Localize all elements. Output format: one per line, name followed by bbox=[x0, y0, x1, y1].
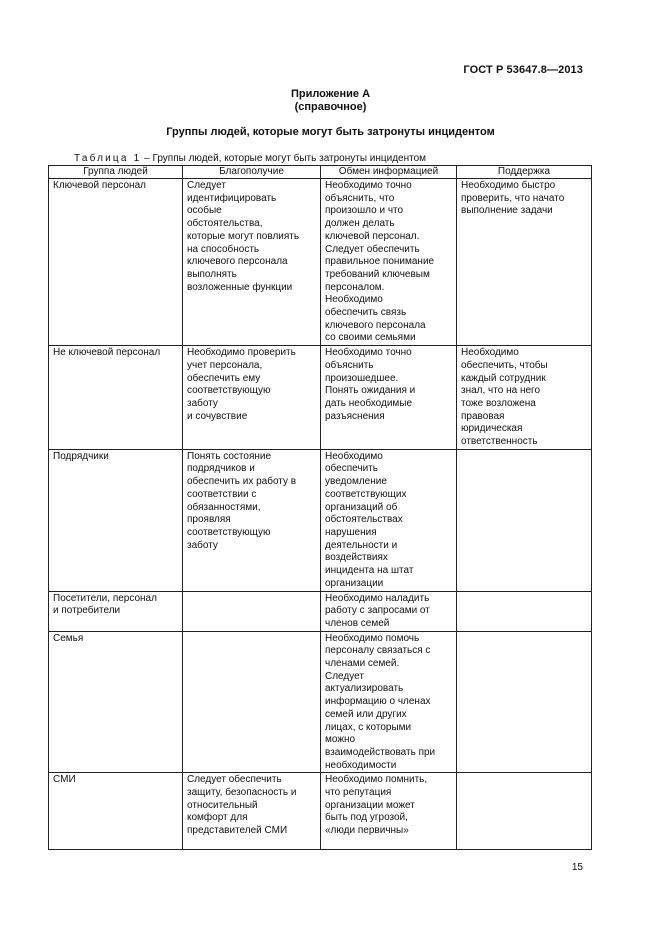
appendix-heading bbox=[0, 88, 661, 114]
cell-group: Ключевой персонал bbox=[49, 179, 183, 346]
appendix-subtitle: (справочное) bbox=[294, 101, 367, 113]
cell-wellbeing: Понять состояние подрядчиков и обеспечить их работу в соответствии с обязанностями, проявляя соответствующую заботу bbox=[183, 449, 321, 591]
table-row-key-staff bbox=[49, 179, 592, 346]
cell-communication: Необходимо обеспечить уведомление соответствующих организаций об обстоятельствах нарушения деятельности и воздействиях инцидента на штат организации bbox=[321, 449, 457, 591]
cell-wellbeing bbox=[183, 591, 321, 631]
cell-communication: Необходимо точно объяснить, что произошло и что должен делать ключевой персонал. Следует обеспечить правильное понимание требований ключевым персоналом. Необходимо обеспечить связь ключевого персонала со своими семьями bbox=[321, 179, 457, 346]
cell-group: Семья bbox=[49, 631, 183, 773]
column-header-wellbeing: Благополучие bbox=[183, 166, 321, 179]
cell-wellbeing bbox=[183, 631, 321, 773]
cell-support bbox=[457, 591, 592, 631]
table-caption-text: – Группы людей, которые могут быть затронуты инцидентом bbox=[141, 153, 427, 164]
cell-group: Не ключевой персонал bbox=[49, 346, 183, 450]
appendix-title: Приложение А bbox=[290, 88, 371, 100]
table-row-visitors bbox=[49, 591, 592, 631]
document-title: Группы людей, которые могут быть затронуты инцидентом bbox=[166, 126, 495, 138]
table-caption bbox=[74, 153, 426, 164]
cell-support: Необходимо быстро проверить, что начато выполнение задачи bbox=[457, 179, 592, 346]
cell-wellbeing: Необходимо проверить учет персонала, обеспечить ему соответствующую заботу и сочувствие bbox=[183, 346, 321, 450]
groups-table bbox=[48, 165, 592, 850]
cell-group: Посетители, персонал и потребители bbox=[49, 591, 183, 631]
cell-support bbox=[457, 773, 592, 850]
column-header-communication: Обмен информацией bbox=[321, 166, 457, 179]
column-header-group: Группа людей bbox=[49, 166, 183, 179]
cell-support bbox=[457, 631, 592, 773]
cell-communication: Необходимо точно объяснить произошедшее. Понять ожидания и дать необходимые разъяснения bbox=[321, 346, 457, 450]
cell-communication: Необходимо наладить работу с запросами от членов семей bbox=[321, 591, 457, 631]
cell-communication: Необходимо помочь персоналу связаться с членами семей. Следует актуализировать информацию о членах семей или других лицах, с которыми можно взаимодействовать при необходимости bbox=[321, 631, 457, 773]
table-row-family bbox=[49, 631, 592, 773]
table-row-non-key-staff bbox=[49, 346, 592, 450]
column-header-support: Поддержка bbox=[457, 166, 592, 179]
table-row-contractors bbox=[49, 449, 592, 591]
standard-number: ГОСТ Р 53647.8—2013 bbox=[463, 64, 583, 76]
cell-group: Подрядчики bbox=[49, 449, 183, 591]
cell-wellbeing: Следует идентифицировать особые обстоятельства, которые могут повлиять на способность ключевого персонала выполнять возложенные функции bbox=[183, 179, 321, 346]
table-row-media bbox=[49, 773, 592, 850]
page-number: 15 bbox=[571, 862, 583, 873]
cell-support: Необходимо обеспечить, чтобы каждый сотрудник знал, что на него тоже возложена правовая юридическая ответственность bbox=[457, 346, 592, 450]
cell-support bbox=[457, 449, 592, 591]
cell-wellbeing: Следует обеспечить защиту, безопасность и относительный комфорт для представителей СМИ bbox=[183, 773, 321, 850]
table-caption-label: Таблица 1 bbox=[74, 153, 142, 164]
cell-group: СМИ bbox=[49, 773, 183, 850]
cell-communication: Необходимо помнить, что репутация организации может быть под угрозой, «люди первичны» bbox=[321, 773, 457, 850]
table-header-row bbox=[49, 166, 592, 179]
